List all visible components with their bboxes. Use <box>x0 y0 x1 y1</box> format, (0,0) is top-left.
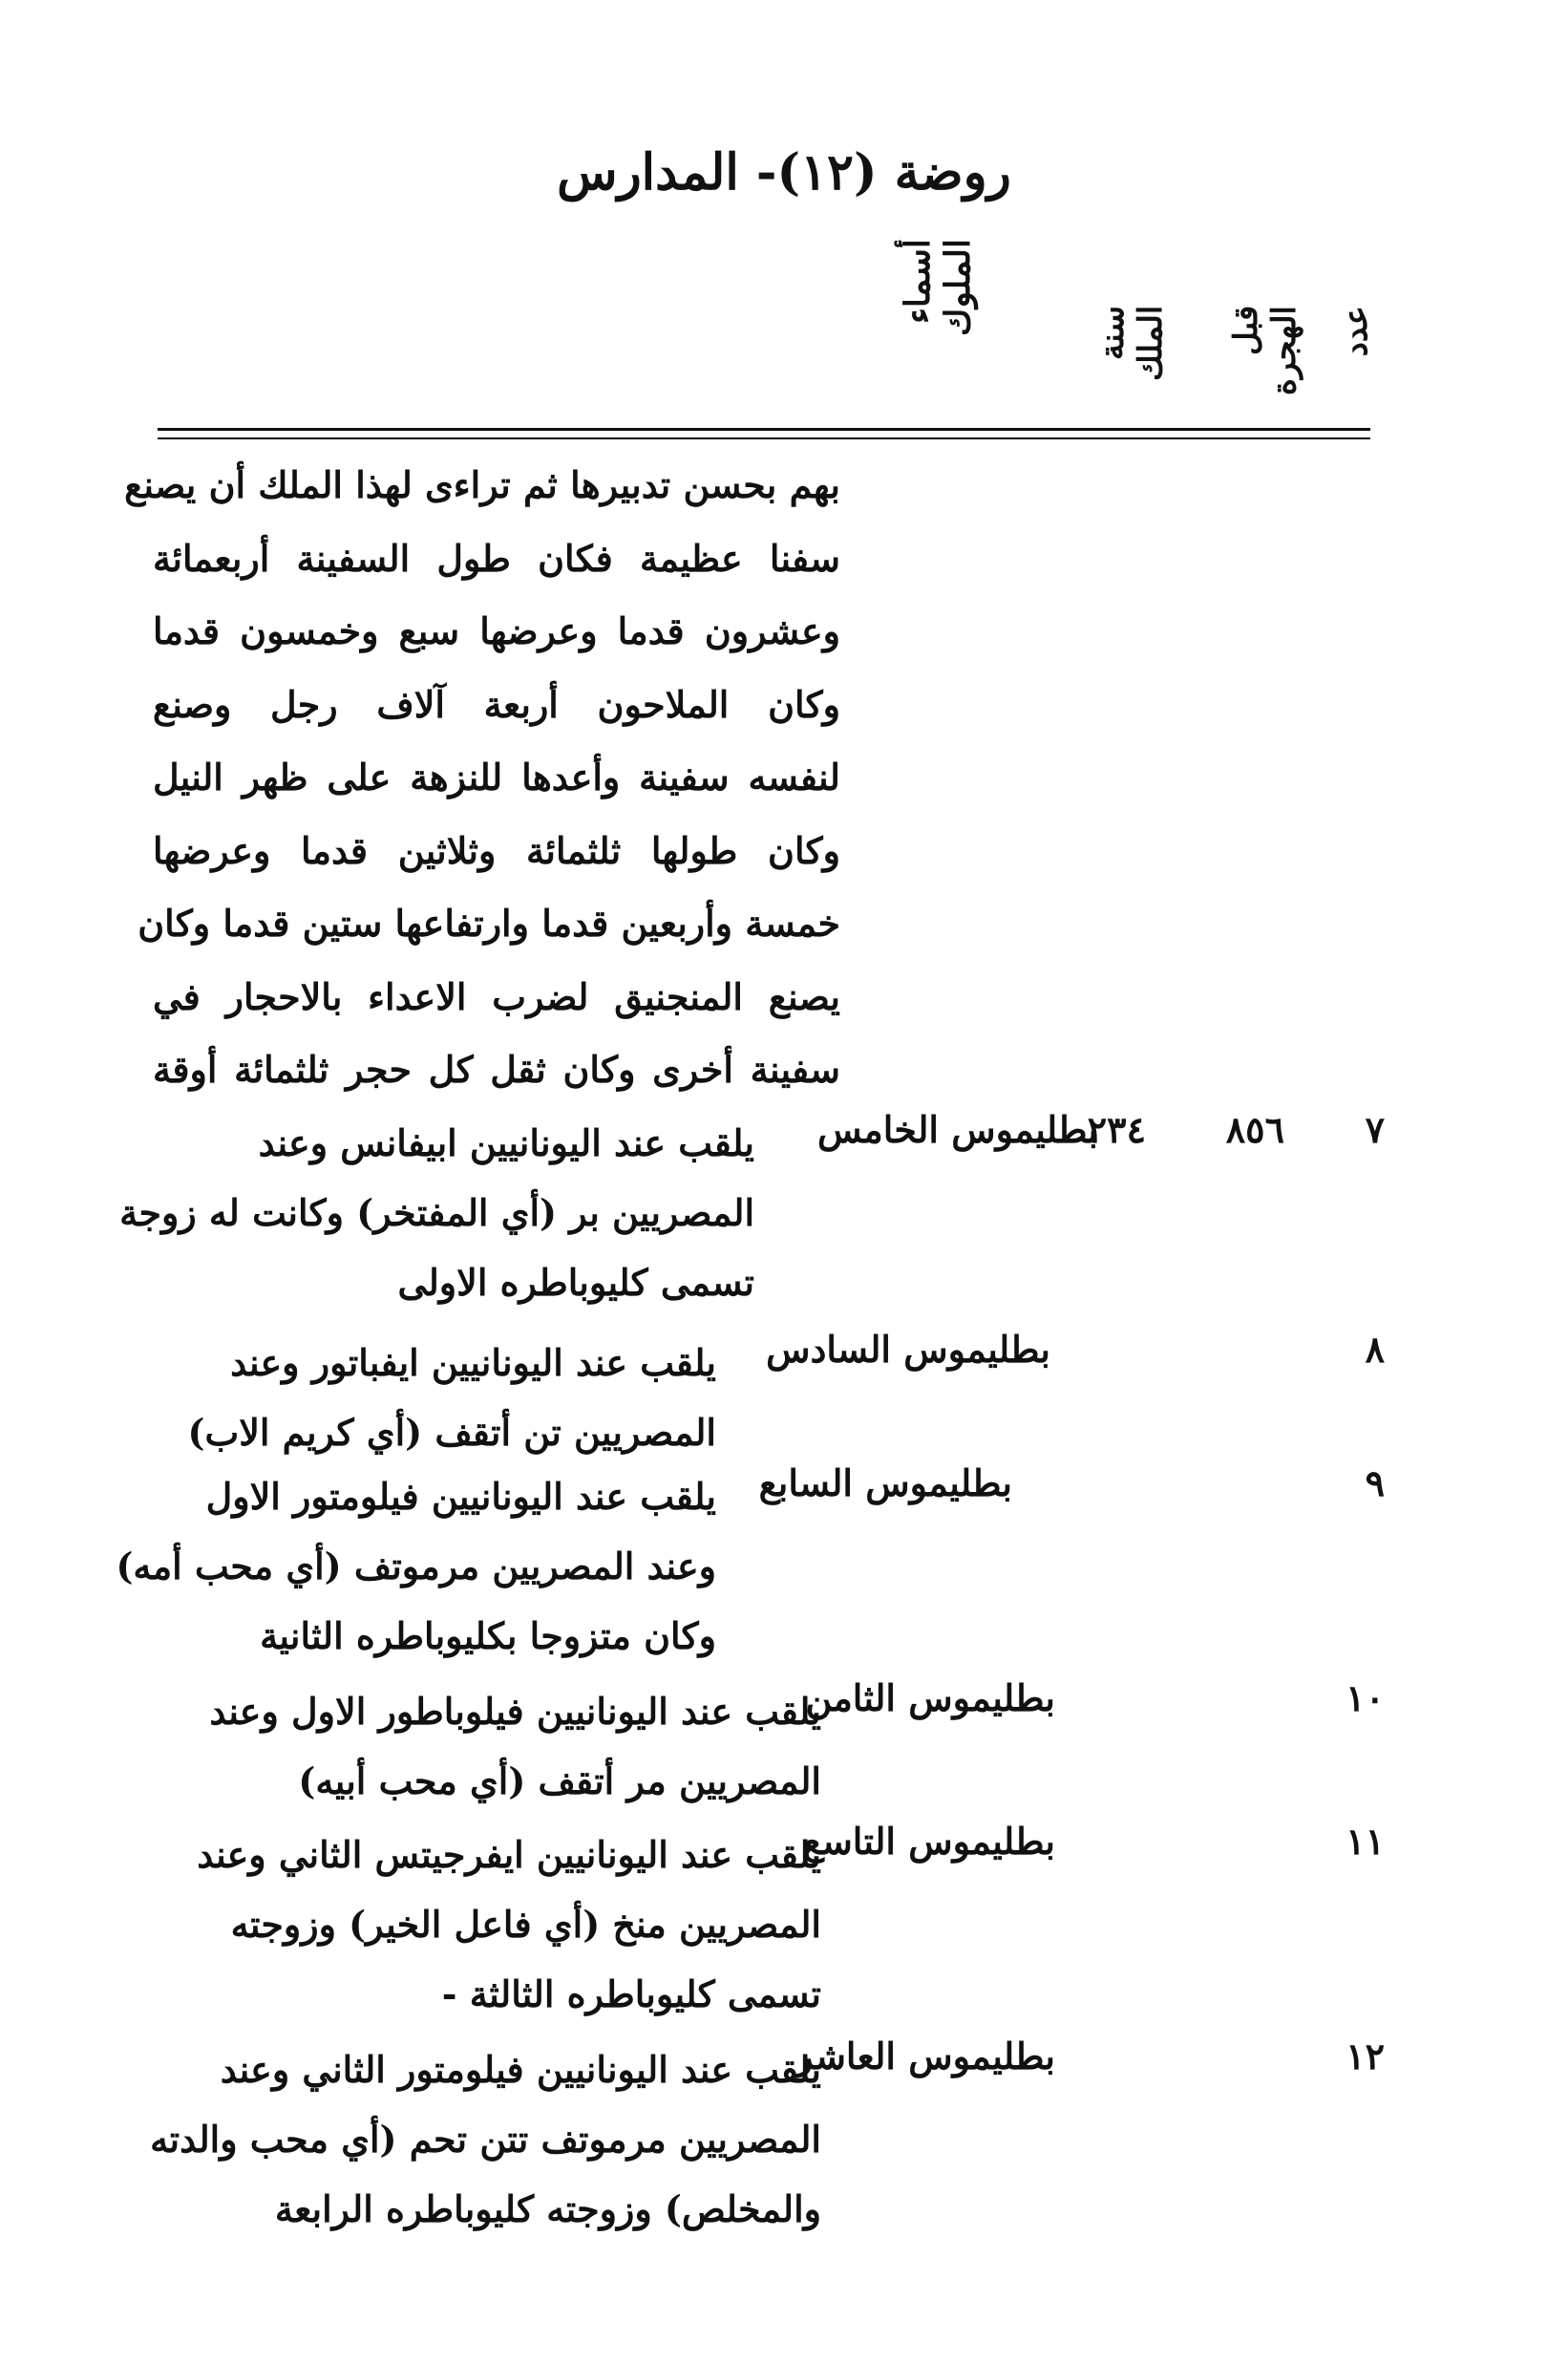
king-entry <box>116 1461 1385 1672</box>
intro-line: بهم بحسن تدبيرها ثم تراءى لهذا الملك أن يصنع <box>124 463 840 506</box>
king-name: بطليموس العاشر <box>795 2035 1055 2077</box>
intro-paragraph <box>124 449 840 1107</box>
column-header-reign: سنة الملك <box>1093 306 1170 382</box>
entry-number: ٨ <box>1365 1328 1385 1371</box>
description-line: المصريين مر أتقف (أي محب أبيه) <box>298 1759 821 1802</box>
description-line: تسمى كليوباطره الاولى <box>397 1261 754 1304</box>
intro-line: سفنا عظيمة فكان طول السفينة أربعمائة <box>153 536 840 580</box>
king-name: بطليموس الثامن <box>805 1676 1055 1719</box>
king-entry <box>153 1820 1385 2030</box>
entry-number: ٩ <box>1365 1461 1385 1504</box>
king-entry <box>150 2035 1385 2245</box>
entry-description <box>153 1676 821 1816</box>
king-entry <box>153 1676 1385 1820</box>
intro-line: سفينة أخرى وكان ثقل كل حجر ثلثمائة أوقة <box>153 1048 840 1091</box>
description-line: يلقب عند اليونانيين ايفباتور وعند <box>230 1341 716 1384</box>
entry-description <box>150 2035 821 2244</box>
entry-value-before-hijra: ٨٥٦ <box>1225 1108 1284 1151</box>
description-line: وعند المصريين مرموتف (أي محب أمه) <box>116 1545 716 1587</box>
header-rule-thin <box>158 437 1370 439</box>
entry-description <box>119 1108 754 1317</box>
entry-number: ٧ <box>1365 1108 1385 1151</box>
king-entry <box>153 1328 1385 1471</box>
column-header-before-hijra: قبل الهجرة <box>1227 306 1303 395</box>
description-line: والمخلص) وزوجته كليوباطره الرابعة <box>274 2187 821 2230</box>
page-title: روضة (١٢)- المدارس <box>557 143 1011 202</box>
description-line: المصريين تن أتقف (أي كريم الاب) <box>187 1411 716 1454</box>
description-line: تسمى كليوباطره الثالثة - <box>441 1972 821 2015</box>
column-header-names: أسماء الملوك <box>898 239 978 336</box>
column-header-count: عدد <box>1337 306 1375 357</box>
intro-line: لنفسه سفينة وأعدها للنزهة على ظهر النيل <box>153 756 840 799</box>
king-name: بطليموس السادس <box>766 1328 1050 1371</box>
description-line: يلقب عند اليونانيين فيلومتور الثاني وعند <box>220 2048 821 2091</box>
king-name: بطليموس الخامس <box>816 1108 1098 1151</box>
entry-description <box>153 1820 821 2029</box>
column-headers <box>859 239 1394 430</box>
intro-line: خمسة وأربعين قدما وارتفاعها ستين قدما وكان <box>138 902 840 945</box>
description-line: المصريين منخ (أي فاعل الخير) وزوجته <box>230 1903 821 1946</box>
intro-line: يصنع المنجنيق لضرب الاعداء بالاحجار في <box>153 974 840 1018</box>
entry-description <box>153 1328 716 1467</box>
king-name: بطليموس السابع <box>758 1461 1012 1504</box>
description-line: المصريين مرموتف تتن تحم (أي محب والدته <box>150 2118 821 2161</box>
description-line: يلقب عند اليونانيين فيلوباطور الاول وعند <box>209 1690 821 1733</box>
description-line: يلقب عند اليونانيين ابيفانس وعند <box>258 1121 754 1164</box>
description-line: المصريين بر (أي المفتخر) وكانت له زوجة <box>119 1191 754 1234</box>
entry-number: ١٠ <box>1346 1676 1385 1719</box>
intro-line: وعشرون قدما وعرضها سبع وخمسون قدما <box>153 609 840 652</box>
king-entry <box>119 1108 1385 1318</box>
entry-description <box>116 1461 716 1671</box>
header-rule <box>158 428 1370 431</box>
description-line: يلقب عند اليونانيين ايفرجيتس الثاني وعند <box>197 1833 821 1876</box>
entry-number: ١١ <box>1346 1820 1385 1863</box>
description-line: وكان متزوجا بكليوباطره الثانية <box>260 1614 716 1657</box>
entry-value-reign: ٢٣٤ <box>1087 1108 1146 1151</box>
entry-number: ١٢ <box>1346 2035 1385 2077</box>
description-line: يلقب عند اليونانيين فيلومتور الاول <box>205 1475 716 1518</box>
intro-line: وكان الملاحون أربعة آلاف رجل وصنع <box>153 682 840 726</box>
intro-line: وكان طولها ثلثمائة وثلاثين قدما وعرضها <box>153 828 840 872</box>
king-name: بطليموس التاسع <box>802 1820 1055 1863</box>
